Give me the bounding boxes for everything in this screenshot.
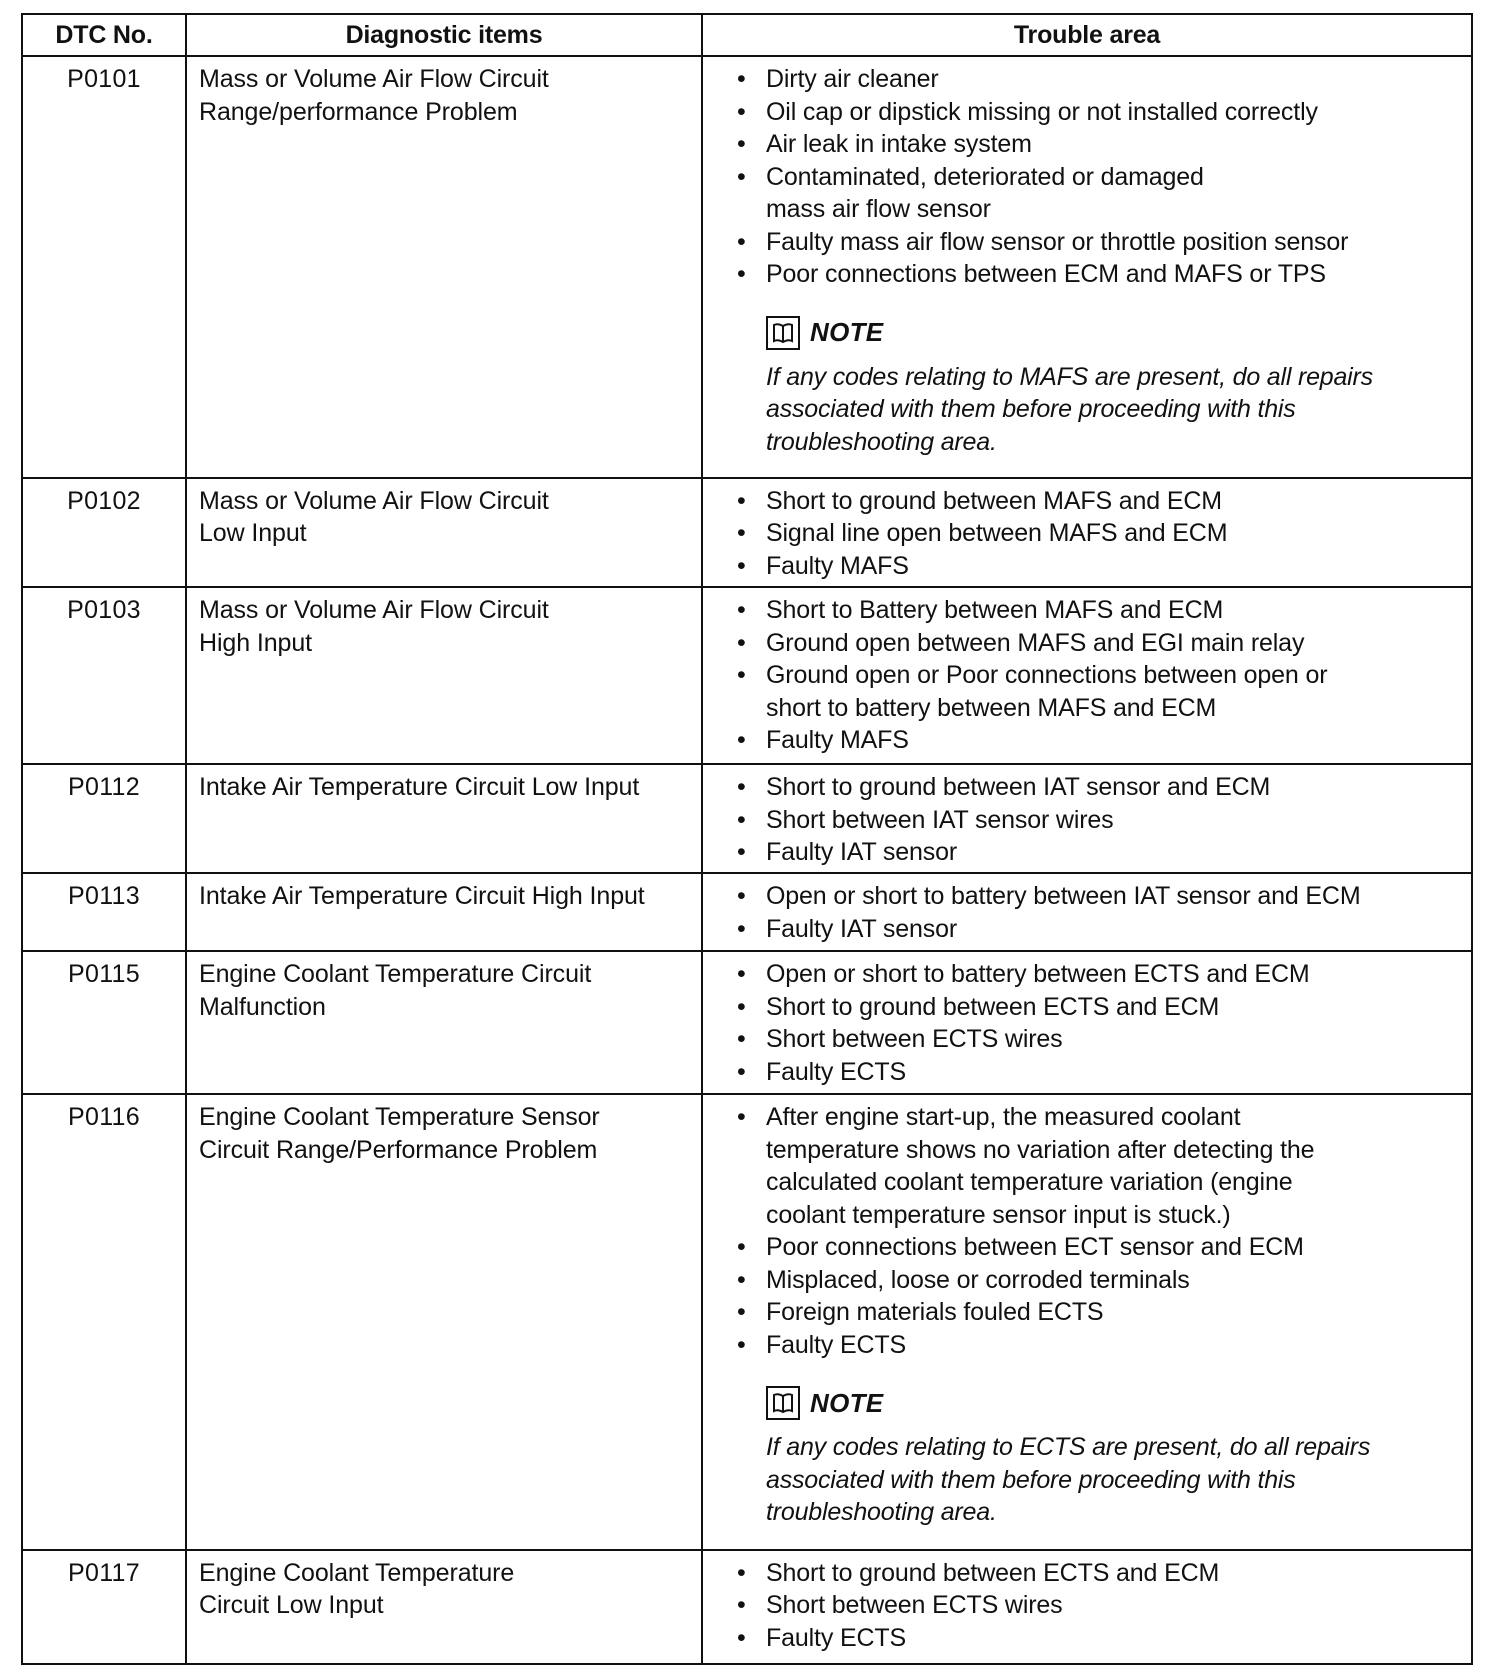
dtc-code: P0103 [22,587,186,764]
trouble-item: • Short to ground between ECTS and ECM [737,991,1465,1024]
table-row [22,1094,1472,1550]
trouble-item: • Misplaced, loose or corroded terminals [737,1264,1465,1297]
manual-book-icon [766,316,800,350]
note-title: NOTE [810,317,884,348]
note-header [766,311,1465,355]
diagnostic-item [186,764,702,873]
trouble-area [702,951,1472,1094]
trouble-item: • Short to ground between MAFS and ECM [737,485,1465,518]
table-row [22,951,1472,1094]
trouble-item: • Faulty MAFS [737,550,1465,583]
diagnostic-item [186,1550,702,1664]
trouble-item: • Faulty ECTS [737,1056,1465,1089]
diagnostic-item-line: Range/performance Problem [199,97,518,126]
trouble-area [702,56,1472,478]
dtc-code: P0112 [22,764,186,873]
dtc-code: P0113 [22,873,186,951]
trouble-area [702,587,1472,764]
diagnostic-item [186,1094,702,1550]
note-text: If any codes relating to MAFS are present, do all repairs associated with them before proceeding with this troubleshooting area. [766,362,1373,456]
trouble-item: • Ground open or Poor connections between open or short to battery between MAFS and ECM [737,659,1465,724]
header-row [22,14,1472,56]
trouble-item: • Poor connections between ECT sensor and ECM [737,1231,1465,1264]
diagnostic-item-line: Mass or Volume Air Flow Circuit [199,596,549,625]
trouble-item: • Faulty ECTS [737,1329,1465,1362]
dtc-code: P0117 [22,1550,186,1664]
trouble-item: • Open or short to battery between ECTS and ECM [737,958,1465,991]
diagnostic-item-line: Mass or Volume Air Flow Circuit [199,65,549,93]
diagnostic-item-line: Intake Air Temperature Circuit Low Input [199,773,640,802]
trouble-item: • Signal line open between MAFS and ECM [737,517,1465,550]
trouble-item: • Short between IAT sensor wires [737,804,1465,837]
header-trouble-area: Trouble area [702,14,1472,56]
trouble-item: • Short to ground between IAT sensor and ECM [737,771,1465,804]
trouble-item: • Dirty air cleaner [737,63,1465,96]
diagnostic-item [186,56,702,478]
trouble-item: • Faulty IAT sensor [737,836,1465,869]
trouble-item: • Contaminated, deteriorated or damaged mass air flow sensor [737,161,1465,226]
trouble-list [737,1101,1465,1361]
trouble-item: • Faulty IAT sensor [737,913,1465,946]
table-row [22,478,1472,587]
trouble-list [737,594,1465,757]
table-row [22,873,1472,951]
trouble-area [702,1550,1472,1664]
trouble-item: • Short to ground between ECTS and ECM [737,1557,1465,1590]
table-row [22,1550,1472,1664]
trouble-item: • After engine start-up, the measured coolant temperature shows no variation after detecting the calculated coolant temperature variation (engine coolant temperature sensor input is stuck.) [737,1101,1465,1231]
table-body [22,56,1472,1664]
dtc-code: P0102 [22,478,186,587]
trouble-item: • Ground open between MAFS and EGI main relay [737,627,1465,660]
trouble-item: • Foreign materials fouled ECTS [737,1296,1465,1329]
diagnostic-item-line: Engine Coolant Temperature Sensor [199,1103,600,1132]
note-text: If any codes relating to ECTS are present, do all repairs associated with them before proceeding with this troubleshooting area. [766,1433,1371,1527]
diagnostic-item [186,587,702,764]
trouble-list [737,771,1465,869]
trouble-item: • Poor connections between ECM and MAFS or TPS [737,258,1465,291]
trouble-list [737,485,1465,583]
table-row [22,587,1472,764]
diagnostic-item [186,873,702,951]
dtc-code: P0101 [22,56,186,478]
note-box [737,1381,1465,1533]
diagnostic-item-line: Low Input [199,519,307,548]
diagnostic-item-line: Engine Coolant Temperature [199,1558,515,1587]
trouble-list [737,880,1465,945]
trouble-item: • Faulty ECTS [737,1622,1465,1655]
diagnostic-item-line: Circuit Low Input [199,1591,384,1620]
dtc-table [21,13,1473,1665]
header-diagnostic-items: Diagnostic items [186,14,702,56]
trouble-item: • Short between ECTS wires [737,1023,1465,1056]
diagnostic-item-line: High Input [199,628,312,657]
trouble-list [737,958,1465,1088]
diagnostic-item-line: Malfunction [199,992,326,1021]
diagnostic-item-line: Engine Coolant Temperature Circuit [199,960,592,989]
header-dtc-no: DTC No. [22,14,186,56]
diagnostic-item [186,478,702,587]
trouble-item: • Faulty mass air flow sensor or throttle position sensor [737,226,1465,259]
note-header [766,1381,1465,1425]
trouble-item: • Faulty MAFS [737,724,1465,757]
trouble-list [737,63,1465,291]
dtc-code: P0116 [22,1094,186,1550]
dtc-code: P0115 [22,951,186,1094]
note-box [737,311,1465,463]
table-row [22,764,1472,873]
trouble-item: • Air leak in intake system [737,128,1465,161]
trouble-item: • Short to Battery between MAFS and ECM [737,594,1465,627]
table-row [22,56,1472,478]
trouble-item: • Short between ECTS wires [737,1589,1465,1622]
trouble-area [702,764,1472,873]
manual-book-icon [766,1386,800,1420]
diagnostic-item-line: Mass or Volume Air Flow Circuit [199,486,549,515]
trouble-item: • Open or short to battery between IAT sensor and ECM [737,880,1465,913]
diagnostic-item-line: Circuit Range/Performance Problem [199,1135,598,1164]
trouble-area [702,478,1472,587]
trouble-area [702,1094,1472,1550]
trouble-list [737,1557,1465,1655]
note-title: NOTE [810,1388,884,1419]
trouble-area [702,873,1472,951]
diagnostic-item [186,951,702,1094]
diagnostic-item-line: Intake Air Temperature Circuit High Input [199,882,645,911]
trouble-item: • Oil cap or dipstick missing or not installed correctly [737,96,1465,129]
